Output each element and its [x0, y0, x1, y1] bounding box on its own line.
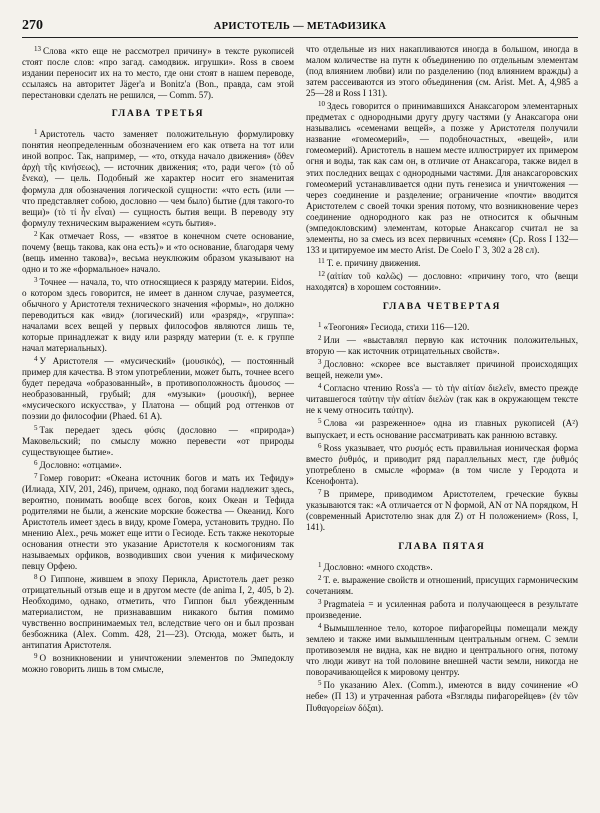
- footnote: [22, 458, 294, 471]
- footnote-number: 8: [34, 573, 38, 582]
- footnote-text: О Гиппоне, жившем в эпоху Перикла, Аристотель дает резко отрицательный отзыв еще и в другом месте (de anima I, 2, 405, b 2). Необходимо, однако, отметить, что Гиппон был убежденным материалистом, не признававшим никакого бытия помимо чувственно воспринимаемых тел, вследствие чего он и был прозван безбожника (Alex. Comm. 428, 21—23). Отсюда, может быть, и антипатия Аристотеля.: [22, 574, 294, 651]
- footnote-text: По указанию Alex. (Comm.), имеются в виду сочинение «О небе» (П 13) и утраченная работа «Взгляды пифагорейцев» (ἐν τῶν Πυθαγορείων δόξαι).: [306, 680, 578, 713]
- footnote-number: 5: [34, 423, 38, 432]
- footnote-text: Или — «выставлял первую как источник положительных, вторую — как источник отрицательных свойств».: [306, 335, 578, 357]
- footnote-number: 2: [318, 334, 322, 343]
- footnote: [22, 229, 294, 275]
- footnote: [306, 381, 578, 416]
- chapter-four-title: ГЛАВА ЧЕТВЕРТАЯ: [382, 302, 502, 313]
- running-title: АРИСТОТЕЛЬ — МЕТАФИЗИКА: [213, 21, 387, 32]
- footnote: [22, 44, 294, 101]
- footnote: [22, 471, 294, 572]
- footnote-text: Здесь говорится о принимавшихся Анаксагором элементарных предметах с однородными другу другу частями (у Анаксагора они назывались «семенами вещей», а позже у Аристотеля получили название «гомеомерий», — подобночастных, «вещей», или гомеомерий). Аристотель в нашем месте иллюстрирует их примером огня и воды, так как сам он, в отличие от Анаксагора, также видел в этих последних вещах с однородными частями. Для анаксагоровских гомеомерий устанавливается одни путь генезиса и уничтожения — через соединение и разделение; ограничение «почти» вводится Аристотелем с своей точки зрения потому, что возникновение через соединение однородного как раз не относится к обычным (эмпедокловским) элементам, которые Анаксагор считал не за элементы, но за смесь из всех первичных «семян» (Ср. Ross I 132—133 и цитируемое им место Arist. De Coelo Г 3, 302 а 28 сл).: [306, 101, 578, 255]
- footnote: [22, 651, 294, 675]
- footnote-text: Дословно: «много сходств».: [323, 561, 433, 572]
- footnote-number: 1: [318, 321, 322, 330]
- footnote: [22, 354, 294, 422]
- footnote: [22, 275, 294, 354]
- footnote-text: «Теогония» Гесиода, стихи 116—120.: [323, 322, 470, 333]
- footnote-text: Дословно: «скорее все выставляет причиной происходящих вещей, нежели ум».: [306, 359, 578, 381]
- footnote-text: Слова «кто еще не рассмотрел причину» в тексте рукописей стоят после слов: «про загад. самодвиж. игрушки». Ross в своем издании переносит их на то место, где они стоят в нашем переводе, ссылаясь на авторитет Jäger'a и Bonitz'a (Bon., правда, сам этой перестановки сделать не решился, — Comm. 57).: [22, 46, 294, 101]
- footnote-number: 7: [318, 487, 322, 496]
- footnote-number: 6: [34, 458, 38, 467]
- footnote: [306, 99, 578, 256]
- footnote-text: У Аристотеля — «мусический» (μουσικός), — постоянный пример для качества. В этом употреблении, может быть, точнее всего будет передача «образованный», в противоположность ἄμουσος — необразованный, грубый; для «музыки» (μουσική), вернее «мусического искусства», у Платона — общий род оттенков от поэзии до философии (Phaed. 61 A).: [22, 356, 294, 422]
- footnote-number: 4: [34, 355, 38, 364]
- footnote-text: Точнее — начала, то, что относящиеся к разряду материи. Eidos, о котором здесь говорится, не имеет в данном случае, разумеется, обычного у Аристотеля технического значения «формы», но должно переводиться как «вид» (логический) или «разряд», «группа»: началами всех вещей у первых философов являются лишь те, которые принадлежат к виду или разряду материи (т. е. к группе начал материальных).: [22, 276, 294, 354]
- footnote-text: Т. е. выражение свойств и отношений, присущих гармоническим сочетаниям.: [306, 575, 578, 597]
- footnote-text: Как отмечает Ross, — «взятое в конечном счете основание, почему ⟨вещь такова, как она есть⟩» и «то основание, благодаря чему ⟨вещь именно такова⟩», весьма неуклюжим образом указывают на одно и то же «формальное» начало.: [22, 230, 294, 274]
- footnote-number: 2: [318, 574, 322, 583]
- footnote-number: 9: [34, 652, 38, 661]
- footnote-text: Т. е. причину движения.: [326, 257, 421, 268]
- footnote: [306, 416, 578, 440]
- footnote: [306, 320, 578, 333]
- footnote-number: 4: [318, 382, 322, 391]
- footnote-number: 11: [318, 256, 325, 265]
- footnote-number: 1: [34, 128, 38, 137]
- footnote: [22, 572, 294, 651]
- footnote-text: В примере, приводимом Аристотелем, греческие буквы указываются так: «А отличается от N формой, AN от NA порядком, H (современный Аристотелю знак для Z) от H положением» (Ross, I, 141).: [306, 488, 578, 532]
- two-column-body: [22, 44, 578, 714]
- chapter-three-title: ГЛАВА ТРЕТЬЯ: [111, 109, 205, 120]
- footnote-number: 4: [318, 622, 322, 631]
- footnote: [306, 621, 578, 678]
- footnote: [306, 573, 578, 597]
- footnote-text: Гомер говорит: «Океана источник богов и мать их Тефиду» (Илиада, XIV, 201, 246), причем, однако, под богами надлежит здесь, вероятно, понимать вообще всех богов, коих Океан и Тефида родителями не были, а женские морские божества — Океанид. Кого Аристотель имеет здесь в виду, кроме Гомера, установить трудно. По мнению Alex., речь может еще итти о Гесиоде. Есть также некоторые основания отнести это указание Аристотеля к космогониям так называемых орфиков, возводивших свои учения к мифическому певцу Орфею.: [22, 472, 294, 572]
- footnote-text: Вымышленное тело, которое пифагорейцы помещали между землею и также ими вымышленным центральным огнем. С земли противоземля не видна, как не видно и центрального огня, потому что люди живут на той половине внешней части земли, никогда не поворачивающейся к мировому центру.: [306, 623, 578, 678]
- chapter-five-title: ГЛАВА ПЯТАЯ: [398, 541, 486, 552]
- left-column: [22, 44, 294, 714]
- footnote: [306, 357, 578, 381]
- footnote-number: 3: [318, 598, 322, 607]
- footnote-text: Согласно чтению Ross'а — τὸ τὴν αἰτίαν διελεῖν, вместо прежде читавшегося ταύτην τὴν αἰτίαν διελὼν (так как в окружающем тексте не к чему относить ταύτην).: [306, 383, 578, 416]
- page-header: [22, 18, 578, 38]
- continuation-text: что отдельные из них накапливаются иногда в большом, иногда в малом количестве на путн к объединению по отдельным элементам (под влиянием любви) или по разделению (под влиянием вражды) а затем рассеиваются из этого объединения (см. Arist. Met. A, 4,985 а 25—28 и Ross I 131).: [306, 44, 578, 99]
- footnote-text: Аристотель часто заменяет положительную формулировку понятия неопределенным обозначением его как ответа на тот или иной вопрос. Так, например, — «то, откуда начало движения» (ὅθεν ἀρχὴ τῆς κινήσεως), — источник движения; «то, ради чего» (τὸ οὗ ἕνεκα), — цель. Подобный же характер носит его знаменитая формула для обозначения логической сущности: «что есть (или — что представляет собою, дословно — чем было) бытие (для такого-то вещи)» (τὸ τί ἦν εἶναι) — сущность бытия вещи. В переводу эту формулу техническим выражением «суть бытия».: [22, 129, 294, 228]
- footnote-text: Pragmateia = и усиленная работа и получающееся в результате произведение.: [306, 599, 578, 621]
- footnote-number: 6: [318, 441, 322, 450]
- footnote-number: 3: [34, 275, 38, 284]
- footnote: [306, 441, 578, 487]
- footnote-text: (αἰτίαν τοῦ καλῶς) — дословно: «причину того, что ⟨вещи находятся⟩ в хорошем состоянии».: [306, 270, 578, 292]
- page-number: 270: [22, 18, 43, 33]
- footnote-text: Ross указывает, что ρυσμός есть правильная ионическая форма вместо ῥυθμός, и приводит ряд параллельных мест, где ῥυθμός употреблено в смысле «форма» (в том числе у Геродота и Ксенофонта).: [306, 442, 578, 486]
- footnote-number: 2: [34, 229, 38, 238]
- footnote-text: Так передает здесь φύσις (дословно — «природа») Маковельский; по смыслу можно перевести «от природы существующее бытие».: [22, 424, 294, 457]
- footnote-text: Слова «и разреженное» одна из главных рукописей (A²) выпускает, и есть основание рассматривать как раннюю вставку.: [306, 418, 578, 440]
- footnote: [306, 269, 578, 293]
- footnote-text: Дословно: «отцами».: [39, 459, 122, 470]
- footnote-text: О возникновении и уничтожении элементов по Эмпедоклу можно говорить лишь в том смысле,: [22, 653, 294, 675]
- footnote: [22, 423, 294, 458]
- footnote: [306, 560, 578, 573]
- footnote: [22, 127, 294, 228]
- footnote: [306, 333, 578, 357]
- footnote: [306, 597, 578, 621]
- footnote-number: 1: [318, 560, 322, 569]
- footnote-number: 12: [318, 269, 325, 278]
- footnote: [306, 487, 578, 533]
- footnote: [306, 678, 578, 713]
- footnote-number: 3: [318, 358, 322, 367]
- footnote-number: 5: [318, 417, 322, 426]
- footnote-number: 7: [34, 471, 38, 480]
- footnote: [306, 256, 578, 269]
- footnote-number: 5: [318, 679, 322, 688]
- right-column: [306, 44, 578, 714]
- footnote-number: 10: [318, 100, 325, 109]
- footnote-number: 13: [34, 45, 41, 53]
